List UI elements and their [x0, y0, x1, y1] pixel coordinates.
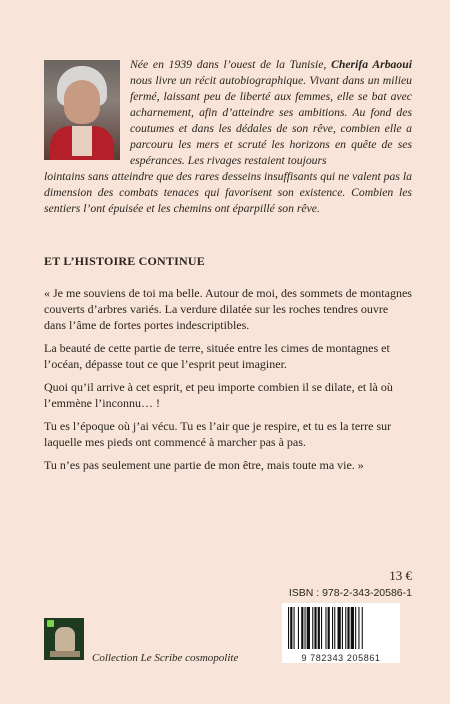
barcode-bar [332, 607, 333, 649]
barcode [282, 603, 400, 663]
photo-shirt [72, 126, 92, 156]
barcode-bar [312, 607, 313, 649]
barcode-bar [338, 607, 341, 649]
bio-intro: Née en 1939 dans l’ouest de la Tunisie, [130, 58, 332, 71]
isbn: ISBN : 978-2-343-20586-1 [288, 587, 412, 599]
barcode-bar [288, 607, 289, 649]
barcode-bar [318, 607, 320, 649]
excerpt-paragraph: Tu n’es pas seulement une partie de mon être, mais toute ma vie. » [44, 458, 364, 472]
barcode-bar [342, 607, 343, 649]
photo-face [64, 80, 100, 124]
excerpt-paragraph: La beauté de cette partie de terre, située entre les cimes de montagnes et l’océan, dépasse tout ce que l’esprit peut imaginer. [44, 341, 390, 371]
barcode-bar [294, 607, 295, 649]
excerpt-paragraph: Quoi qu’il arrive à cet esprit, et peu importe combien il se dilate, et là où l’emmène l’inconnu… ! [44, 380, 393, 410]
barcode-bar [307, 607, 310, 649]
publisher-logo-icon [44, 618, 84, 660]
bio-first-part: nous livre un récit autobiographique. Vivant dans un milieu fermé, laissant peu de liberté aux femmes, elle se bat avec acharnement, afin d’atteindre ses ambitions. Au fond des coutumes et dans les dédales de son rêve, combien elle a parcouru les mers et scruté les horizons en quête de ses espérances. Les rivages restaient toujours [130, 74, 412, 167]
barcode-bar [314, 607, 316, 649]
barcode-bar [298, 607, 299, 649]
book-excerpt [44, 285, 412, 480]
barcode-bar [345, 607, 346, 649]
barcode-bar [321, 607, 322, 649]
excerpt-paragraph: « Je me souviens de toi ma belle. Autour de moi, des sommets de montagnes couverts d’arbres variés. La verdure dilatée sur les roches tendres ouvre dans l’âme de fortes portes indescriptibles. [44, 286, 412, 332]
barcode-bar [347, 607, 349, 649]
barcode-bar [290, 607, 292, 649]
scribe-statue-icon [55, 627, 75, 651]
barcode-digits: 9 782343 205861 [301, 653, 381, 663]
collection-name: Collection Le Scribe cosmopolite [92, 652, 239, 664]
barcode-bar [334, 607, 335, 649]
barcode-bar [351, 607, 354, 649]
barcode-bar [358, 607, 359, 649]
price: 13 € [389, 568, 412, 583]
barcode-bar [301, 607, 303, 649]
logo-check-icon [47, 620, 54, 627]
statue-base [50, 651, 80, 657]
barcode-bar [305, 607, 306, 649]
author-bio [130, 57, 412, 169]
author-photo [44, 60, 120, 160]
excerpt-paragraph: Tu es l’époque où j’ai vécu. Tu es l’air que je respire, et tu es la terre sur laquelle mes pieds ont commencé à marcher pas à pas. [44, 419, 392, 449]
barcode-bar [328, 607, 330, 649]
barcode-bars [286, 607, 396, 653]
section-heading: ET L’HISTOIRE CONTINUE [44, 254, 205, 268]
author-name: Cherifa Arbaoui [331, 58, 412, 71]
barcode-bar [355, 607, 356, 649]
barcode-bar [325, 607, 326, 649]
author-bio-continued: lointains sans atteindre que des rares desseins insuffisants qui ne valent pas la dimension des combats tenaces qui favorisent son existence. Combien les sentiers l’ont épuisée et les chemins ont éparpillé son rêve. [44, 170, 412, 215]
barcode-bar [362, 607, 363, 649]
